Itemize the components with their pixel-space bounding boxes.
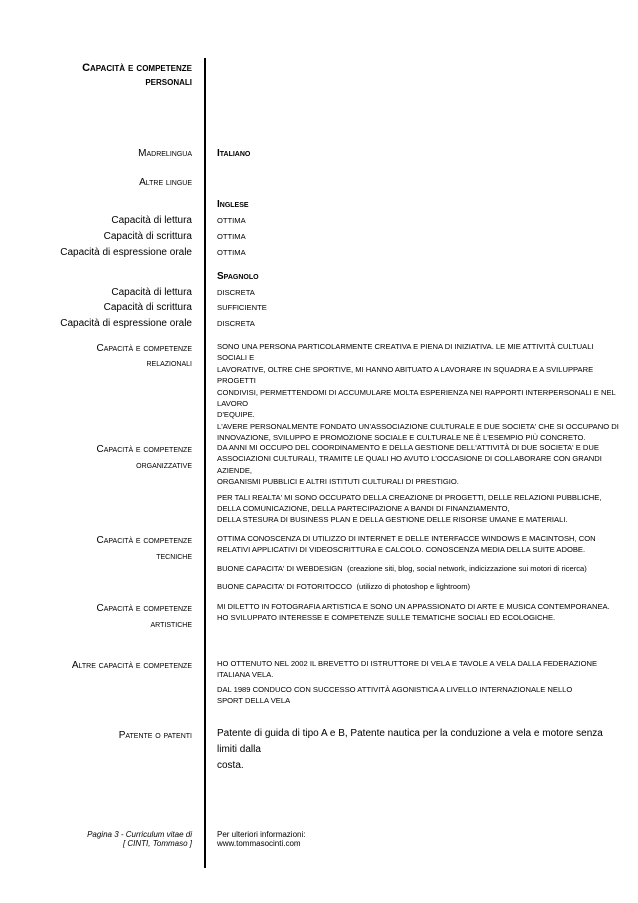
- footer-left: [87, 830, 192, 848]
- skill-value: OTTIMA: [217, 232, 246, 241]
- patente-label: Patente o patenti: [118, 730, 192, 741]
- text-line: PER TALI REALTA' MI SONO OCCUPATO DELLA CREAZIONE DI PROGETTI, DELLE RELAZIONI PUBBLICHE,: [217, 492, 602, 502]
- contact-label: Per ulteriori informazioni:: [217, 830, 306, 839]
- text-line: INNOVAZIONE, SVILUPPO E PROMOZIONE SOCIALE E CULTURALE NE È L'ESEMPIO PIÙ CONCRETO.: [217, 433, 586, 443]
- section-title-line1: Capacità e competenze: [82, 62, 192, 74]
- skill-value: DISCRETA: [217, 319, 255, 328]
- skill-value: OTTIMA: [217, 216, 246, 225]
- text-line: DAL 1989 CONDUCO CON SUCCESSO ATTIVITÀ AGONISTICA A LIVELLO INTERNAZIONALE NELLO: [217, 684, 573, 694]
- text-line: SPORT DELLA VELA: [217, 696, 291, 706]
- skill-label: Capacità di lettura: [111, 287, 192, 298]
- author-label: [ CINTI, Tommaso ]: [122, 839, 192, 848]
- text-line: costa.: [217, 760, 244, 771]
- text-line: HO OTTENUTO NEL 2002 IL BREVETTO DI ISTRUTTORE DI VELA E TAVOLE A VELA DALLA FEDERAZIONE: [217, 659, 598, 668]
- skill-label: Capacità di scrittura: [103, 231, 192, 242]
- text-line: DELLA STESURA DI BUSINESS PLAN E DELLA GESTIONE DELLE RISORSE UMANE E MATERIALI.: [217, 515, 568, 525]
- footer-right: [217, 830, 305, 848]
- organizzative-text: [217, 442, 622, 526]
- column-divider: [204, 58, 206, 868]
- skill-value: SUFFICIENTE: [217, 303, 267, 312]
- text-line: (utilizzo di photoshop e lightroom): [356, 581, 471, 591]
- text-line: Patente di guida di tipo A e B, Patente nautica per la conduzione a vela e motore senza limiti dalla: [217, 728, 603, 755]
- text-line: OTTIMA CONOSCENZA DI UTILIZZO DI INTERNET E DELLE INTERFACCE WINDOWS E MACINTOSH, CON: [217, 534, 596, 543]
- text-line: BUONE CAPACITA' DI FOTORITOCCO: [217, 581, 353, 591]
- text-line: ORGANISMI PUBBLICI E ALTRI ISTITUTI CULTURALI DI PRESTIGIO.: [217, 477, 459, 487]
- text-line: LAVORATIVE, OLTRE CHE SPORTIVE, MI HANNO ABITUATO A LAVORARE IN SQUADRA E A SVILUPPARE PROGETTI: [217, 364, 594, 386]
- language-name: Spagnolo: [217, 271, 259, 282]
- relazionali-label-2: relazionali: [146, 358, 192, 369]
- text-line: ITALIANA VELA.: [217, 670, 274, 680]
- altre-label: Altre capacità e competenze: [71, 660, 192, 671]
- skill-value: OTTIMA: [217, 248, 246, 257]
- skill-value: DISCRETA: [217, 288, 255, 297]
- text-line: CONDIVISI, PERMETTENDOMI DI ACCUMULARE MOLTA ESPERIENZA NEI RAPPORTI INTERPERSONALI E NEL LAVORO: [217, 387, 616, 408]
- text-line: RELATIVI APPLICATIVI DI VIDEOSCRITTURA E CALCOLO. CONOSCENZA MEDIA DELLA SUITE ADOBE.: [217, 545, 586, 555]
- relazionali-text: [217, 341, 622, 444]
- language-name: Inglese: [217, 199, 249, 210]
- text-line: HO SVILUPPATO INTERESSE E COMPETENZE SULLE TEMATICHE SOCIALI ED ECOLOGICHE.: [217, 613, 556, 623]
- text-line: SONO UNA PERSONA PARTICOLARMENTE CREATIVA E PIENA DI INIZIATIVA. LE MIE ATTIVITÀ CULTUALI SOCIALI E: [217, 342, 594, 363]
- artistiche-label-2: artistiche: [150, 619, 192, 630]
- skill-label: Capacità di lettura: [111, 215, 192, 226]
- section-title-line2: personali: [145, 76, 192, 88]
- text-line: BUONE CAPACITA' DI WEBDESIGN: [217, 563, 343, 573]
- patente-text: [217, 726, 622, 774]
- skill-label: Capacità di scrittura: [103, 302, 192, 313]
- tecniche-text: [217, 533, 622, 594]
- text-line: (creazione siti, blog, social network, indicizzazione sui motori di ricerca): [347, 563, 587, 573]
- artistiche-text: [217, 601, 622, 624]
- text-line: D'EQUIPE.: [217, 410, 255, 420]
- organizzative-label-2: organizzative: [136, 460, 192, 471]
- madrelingua-label: Madrelingua: [138, 148, 192, 159]
- altre-text: [217, 658, 622, 707]
- madrelingua-value: Italiano: [217, 148, 251, 159]
- skill-label: Capacità di espressione orale: [60, 247, 192, 258]
- artistiche-label: Capacità e competenze: [96, 603, 192, 614]
- text-line: DA ANNI MI OCCUPO DEL COORDINAMENTO E DELLA GESTIONE DELL'ATTIVITÀ DI DUE SOCIETA' E DUE: [217, 443, 599, 452]
- altre-lingue-label: Altre lingue: [139, 177, 192, 188]
- tecniche-label: Capacità e competenze: [96, 535, 192, 546]
- organizzative-label: Capacità e competenze: [96, 444, 192, 455]
- tecniche-label-2: tecniche: [156, 551, 192, 562]
- text-line: MI DILETTO IN FOTOGRAFIA ARTISTICA E SONO UN APPASSIONATO DI ARTE E MUSICA CONTEMPORANEA.: [217, 602, 610, 611]
- text-line: ASSOCIAZIONI CULTURALI, TRAMITE LE QUALI HO AVUTO L'OCCASIONE DI COLLABORARE CON GRANDI AZIENDE,: [217, 454, 602, 475]
- page-label: Pagina 3 - Curriculum vitae di: [87, 830, 192, 839]
- text-line: DELLA COMUNICAZIONE, DELLA PARTECIPAZIONE A BANDI DI FINANZIAMENTO,: [217, 503, 510, 513]
- relazionali-label: Capacità e competenze: [96, 343, 192, 354]
- text-line: L'AVERE PERSONALMENTE FONDATO UN'ASSOCIAZIONE CULTURALE E DUE SOCIETA' CHE SI OCCUPANO DI: [217, 421, 619, 431]
- skill-label: Capacità di espressione orale: [60, 318, 192, 329]
- website-link[interactable]: www.tommasocinti.com: [217, 839, 301, 848]
